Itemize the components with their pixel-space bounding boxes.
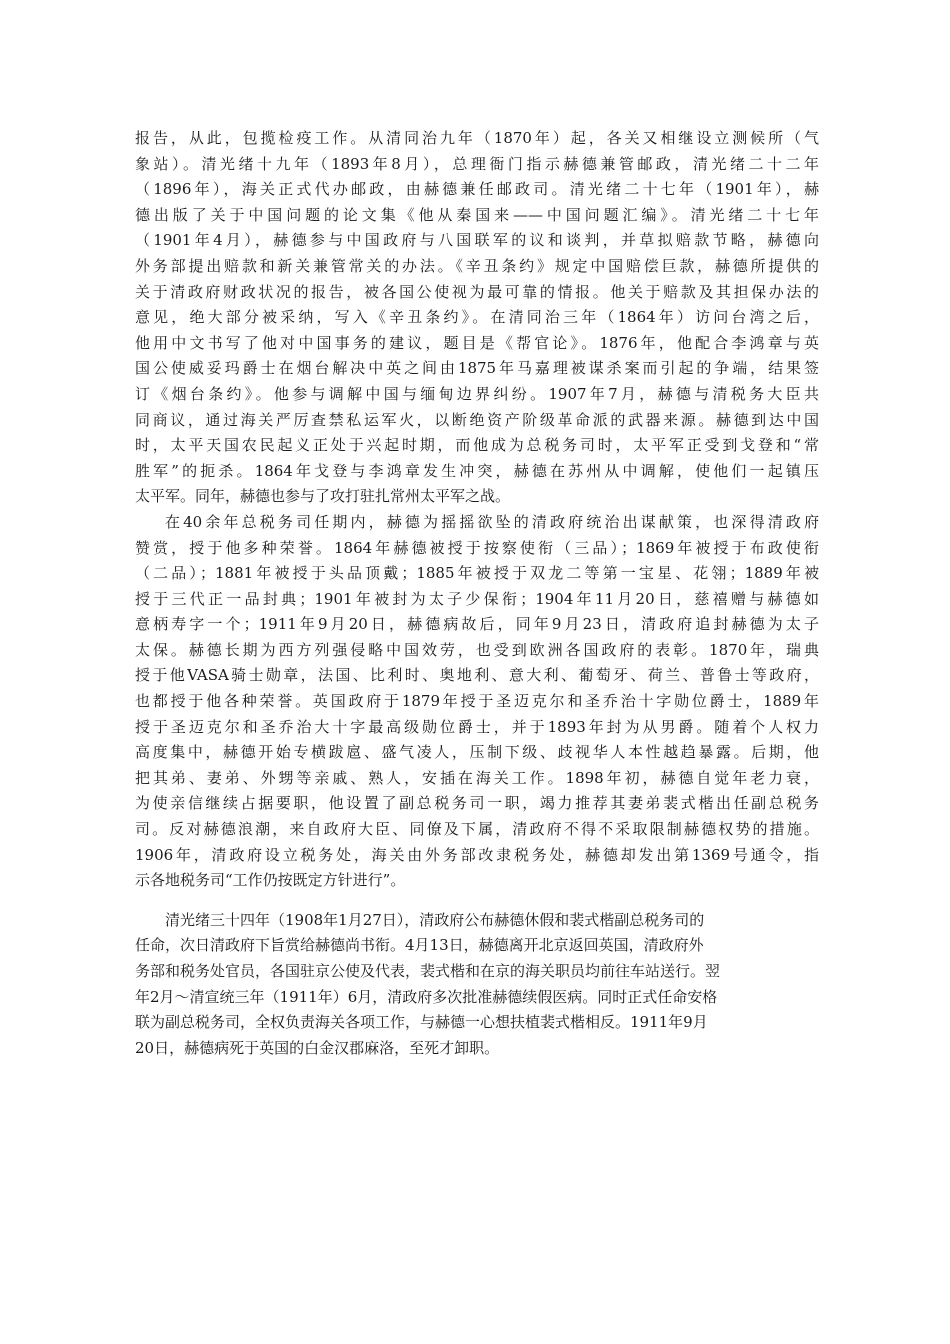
text-line: 高度集中，赫德开始专横跋扈、盛气凌人，压制下级、歧视华人本性越趋暴露。后期，他	[135, 743, 819, 762]
paragraph-1	[135, 126, 819, 510]
text-line: 联为副总税务司，全权负责海关各项工作，与赫德一心想扶植裴式楷相反。1911年9月	[135, 1013, 708, 1032]
text-line: 胜军”的扼杀。1864年戈登与李鸿章发生冲突，赫德在苏州从中调解，使他们一起镇压	[135, 461, 819, 480]
text-line: 订《烟台条约》。他参与调解中国与缅甸边界纠纷。1907年7月，赫德与清税务大臣共	[135, 384, 819, 403]
text-line: 外务部提出赔款和新关兼管常关的办法。《辛丑条约》规定中国赔偿巨款，赫德所提供的	[135, 256, 819, 275]
text-line: 象站）。清光绪十九年（1893年8月），总理衙门指示赫德兼管邮政，清光绪二十二年	[135, 154, 819, 173]
text-line: 在40余年总税务司任期内，赫德为摇摇欲坠的清政府统治出谋献策，也深得清政府	[165, 512, 819, 531]
text-line: 司。反对赫德浪潮，来自政府大臣、同僚及下属，清政府不得不采取限制赫德权势的措施。	[135, 820, 819, 839]
text-line: 他用中文书写了他对中国事务的建议，题目是《帮官论》。1876年，他配合李鸿章与英	[135, 333, 819, 352]
document-body	[135, 126, 819, 1061]
text-line: 20日，赫德病死于英国的白金汉郡麻洛，至死才卸职。	[135, 1038, 500, 1057]
paragraph-2	[135, 510, 819, 894]
text-line: 赞赏，授于他多种荣誉。1864年赫德被授于按察使衔（三品）；1869年被授于布政使衔	[135, 538, 819, 557]
text-line: 太保。赫德长期为西方列强侵略中国效劳，也受到欧洲各国政府的表彰。1870年，瑞典	[135, 640, 819, 659]
text-line: 授于三代正一品封典；1901年被封为太子少保衔；1904年11月20日，慈禧赠与赫德如	[135, 589, 819, 608]
text-line: 清光绪三十四年（1908年1月27日），清政府公布赫德休假和裴式楷副总税务司的	[165, 910, 705, 929]
text-line: 关于清政府财政状况的报告，被各国公使视为最可靠的情报。他关于赔款及其担保办法的	[135, 282, 819, 301]
text-line: 也都授于他各种荣誉。英国政府于1879年授于圣迈克尔和圣乔治十字勋位爵士，1889年	[135, 692, 819, 711]
paragraph-3	[135, 908, 819, 1062]
text-line: 务部和税务处官员，各国驻京公使及代表，裴式楷和在京的海关职员均前往车站送行。翌	[135, 962, 721, 980]
text-line: 示各地税务司“工作仍按既定方针进行”。	[135, 871, 406, 890]
text-line: 德出版了关于中国问题的论文集《他从秦国来——中国问题汇编》。清光绪二十七年	[135, 205, 819, 224]
text-line: 意见，绝大部分被采纳，写入《辛丑条约》。在清同治三年（1864年）访问台湾之后，	[135, 308, 819, 327]
text-line: 授于圣迈克尔和圣乔治大十字最高级勋位爵士，并于1893年封为从男爵。随着个人权力	[135, 717, 819, 736]
text-line: （1901年4月），赫德参与中国政府与八国联军的议和谈判，并草拟赔款节略，赫德向	[135, 231, 819, 250]
text-line: 国公使威妥玛爵士在烟台解决中英之间由1875年马嘉理被谋杀案而引起的争端，结果签	[135, 359, 819, 378]
text-line: 时，太平天国农民起义正处于兴起时期，而他成为总税务司时，太平军正受到戈登和“常	[135, 436, 819, 455]
text-line: （1896年），海关正式代办邮政，由赫德兼任邮政司。清光绪二十七年（1901年），赫	[135, 180, 819, 199]
text-line: （二品）；1881年被授于头品顶戴；1885年被授于双龙二等第一宝星、花翎；1889年被	[135, 564, 819, 583]
text-line: 为使亲信继续占据要职，他设置了副总税务司一职，竭力推荐其妻弟裴式楷出任副总税务	[135, 794, 819, 813]
text-line: 1906年，清政府设立税务处，海关由外务部改隶税务处，赫德却发出第1369号通令，指	[135, 845, 819, 864]
text-line: 太平军。同年，赫德也参与了攻打驻扎常州太平军之战。	[135, 487, 511, 506]
text-line: 报告，从此，包揽检疫工作。从清同治九年（1870年）起，各关又相继设立测候所（气	[135, 129, 819, 147]
text-line: 把其弟、妻弟、外甥等亲戚、熟人，安插在海关工作。1898年初，赫德自觉年老力衰，	[135, 768, 819, 787]
text-line: 意柄寿字一个；1911年9月20日，赫德病故后，同年9月23日，清政府追封赫德为太子	[135, 615, 819, 634]
text-line: 年2月～清宣统三年（1911年）6月，清政府多次批准赫德续假医病。同时正式任命安格	[135, 987, 718, 1006]
text-line: 授于他VASA骑士勋章，法国、比利时、奥地利、意大利、葡萄牙、荷兰、普鲁士等政府，	[135, 666, 819, 685]
text-line: 任命，次日清政府下旨赏给赫德尚书衔。4月13日，赫德离开北京返回英国，清政府外	[135, 936, 704, 955]
text-line: 同商议，通过海关严厉查禁私运军火，以断绝资产阶级革命派的武器来源。赫德到达中国	[135, 410, 819, 429]
